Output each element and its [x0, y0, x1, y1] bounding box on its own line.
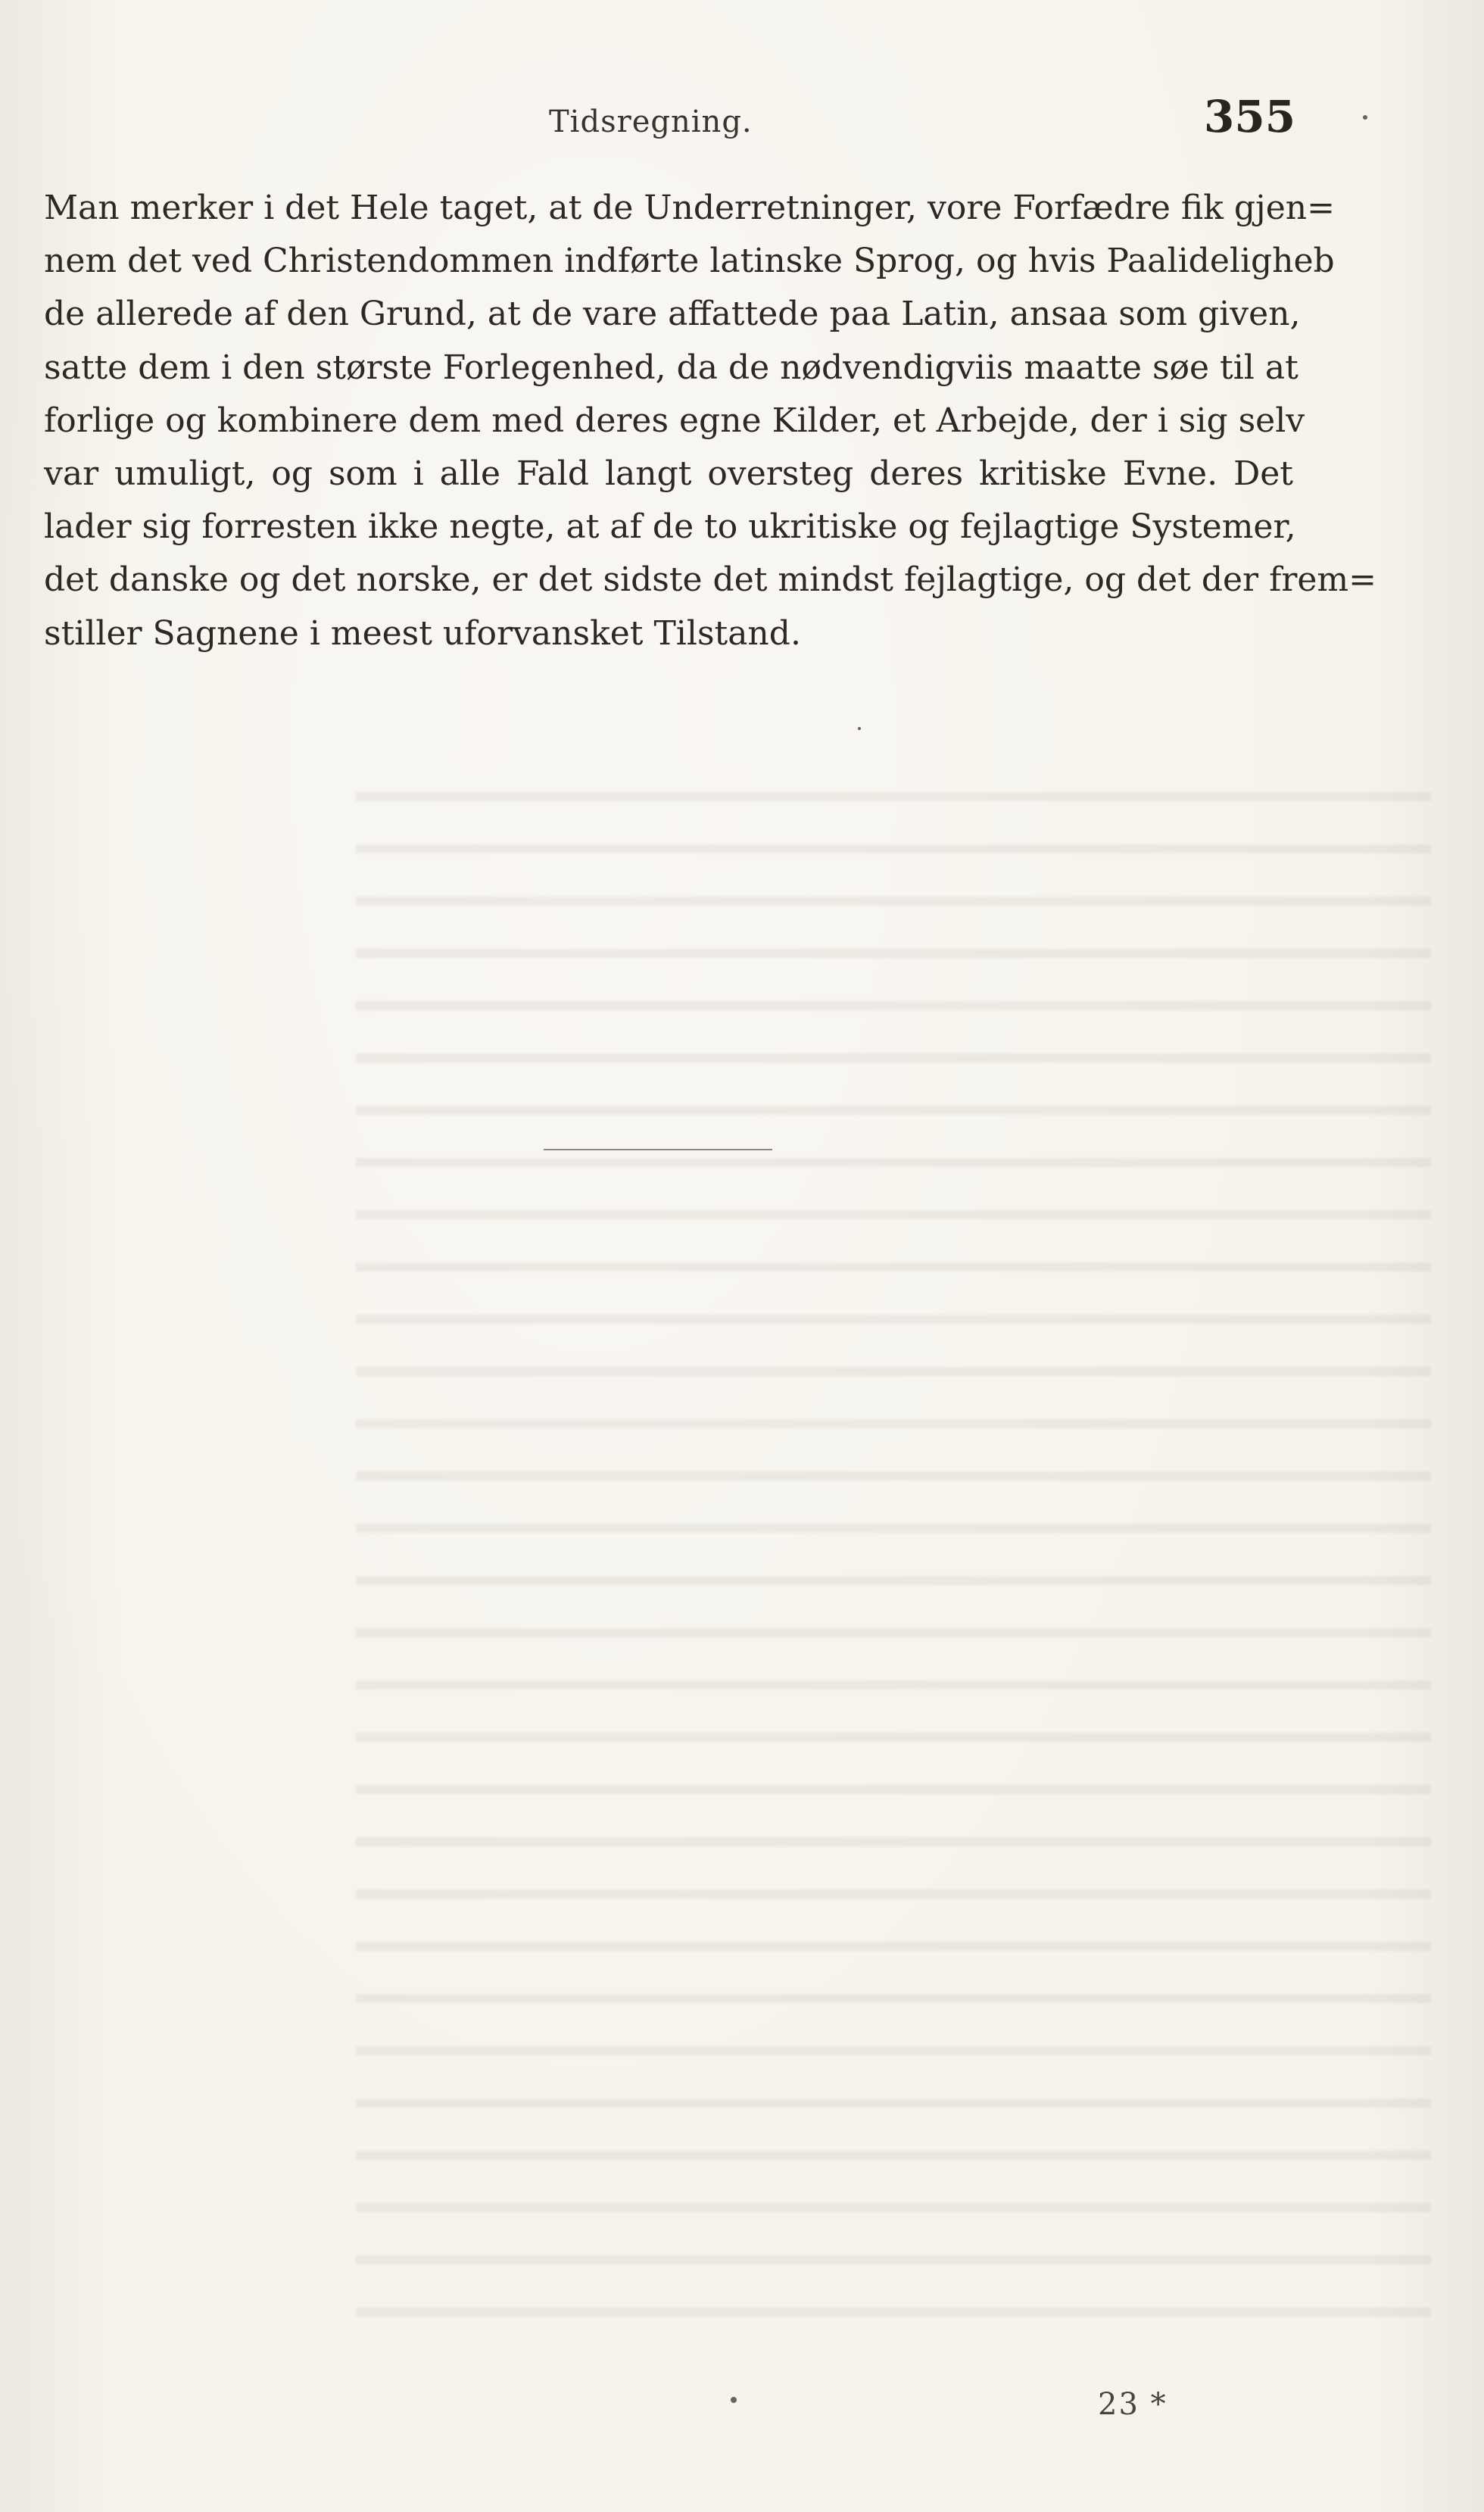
paper-speck — [731, 2397, 737, 2403]
paper-speck — [858, 727, 861, 730]
text-line: det danske og det norske, er det sidste det mindst fejlagtige, og det der frem= — [44, 560, 1377, 600]
running-title: Tidsregning. — [549, 105, 753, 139]
paragraph — [44, 182, 1377, 660]
text-line: stiller Sagnene i meest uforvansket Tilstand. — [44, 613, 801, 653]
text-line: var umuligt, og som i alle Fald langt oversteg deres kritiske Evne. Det — [44, 454, 1293, 493]
text-line: lader sig forresten ikke negte, at af de to ukritiske og fejlagtige Systemer, — [44, 507, 1296, 547]
text-line: Man merker i det Hele taget, at de Underretninger, vore Forfædre fik gjen= — [44, 189, 1335, 227]
text-line: de allerede af den Grund, at de vare affattede paa Latin, ansaa som given, — [44, 295, 1301, 334]
running-head — [0, 91, 1484, 151]
paper-speck — [1363, 115, 1367, 120]
text-line: satte dem i den største Forlegenhed, da de nødvendigviis maatte søe til at — [44, 348, 1298, 387]
section-divider — [544, 1149, 772, 1150]
page-number: 355 — [1204, 91, 1296, 142]
bleed-through-texture — [356, 757, 1431, 2348]
signature-mark: 23 * — [1098, 2387, 1168, 2422]
text-line: nem det ved Christendommen indførte latinske Sprog, og hvis Paalideligheb — [44, 242, 1335, 281]
text-line: forlige og kombinere dem med deres egne Kilder, et Arbejde, der i sig selv — [44, 401, 1305, 440]
